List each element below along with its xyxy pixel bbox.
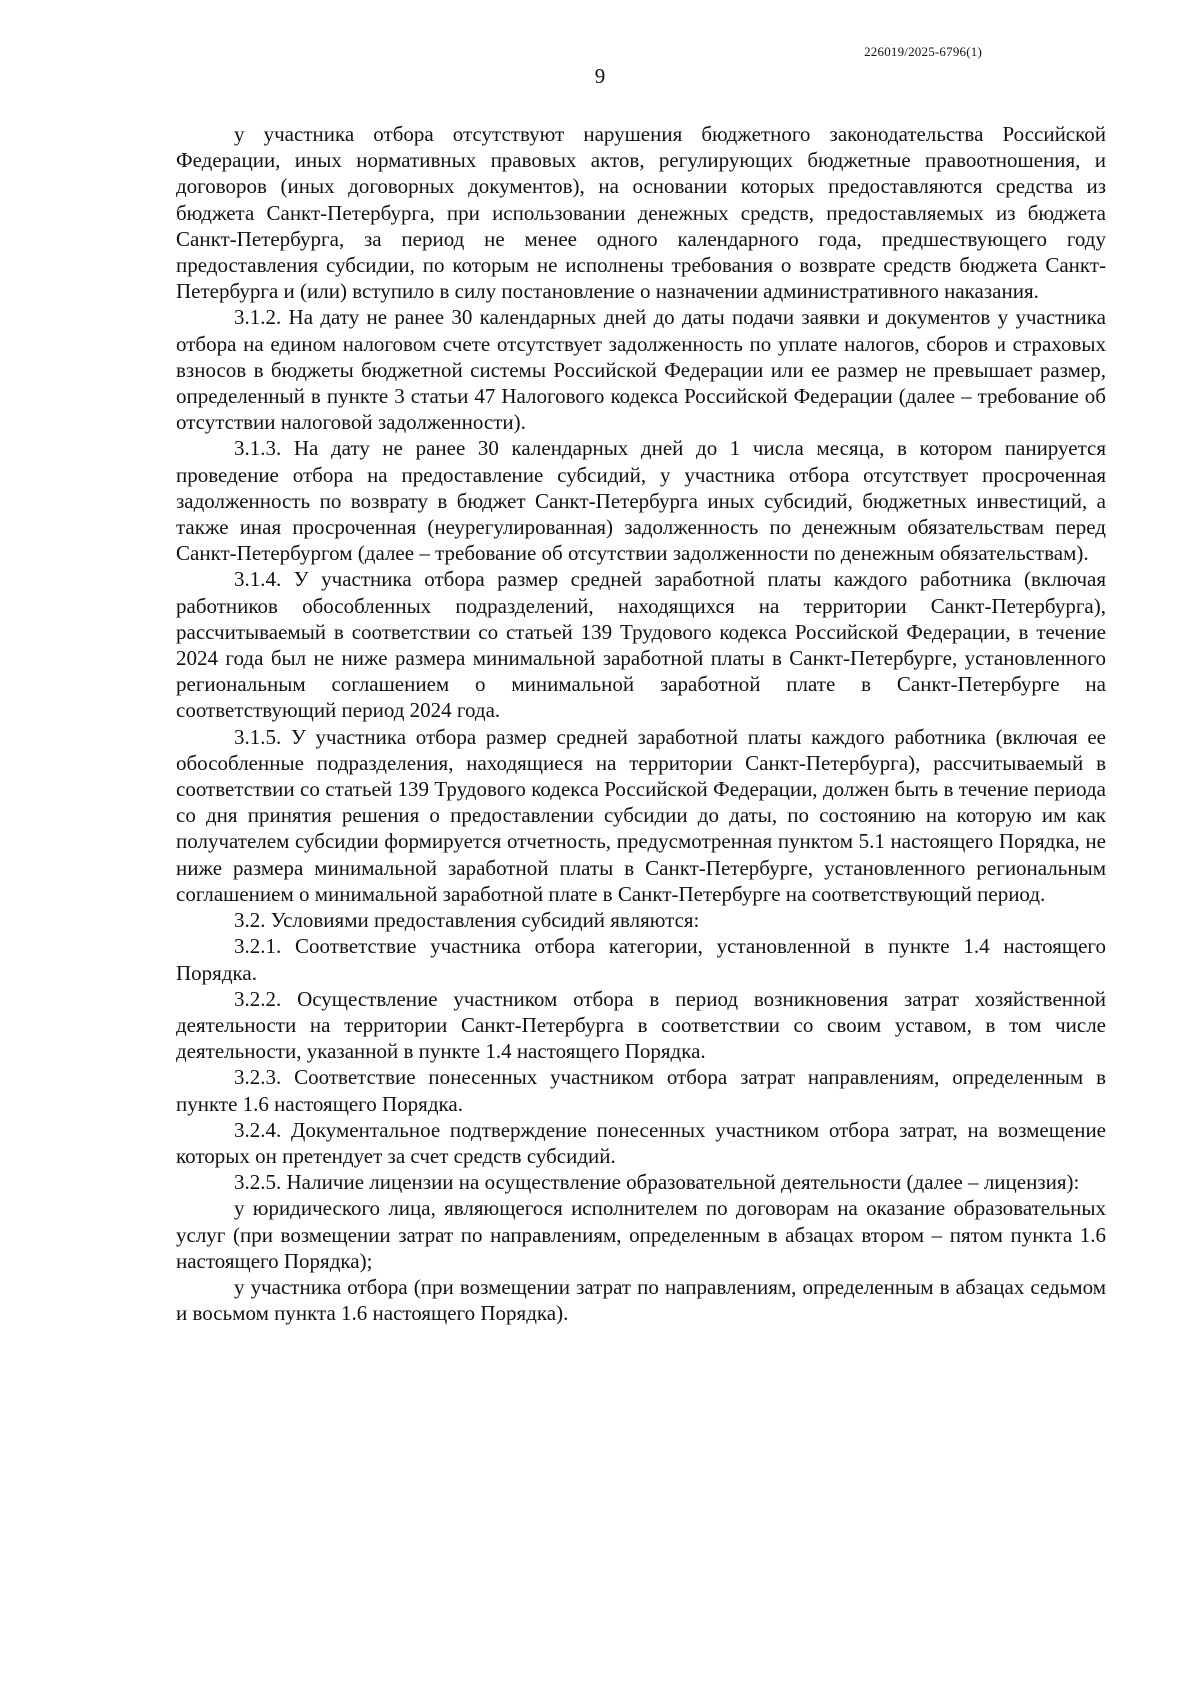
document-body (176, 121, 1106, 1326)
paragraph-3-2-2: 3.2.2. Осуществление участником отбора в период возникновения затрат хозяйственной деятельности на территории Санкт-Петербурга в соответствии со своим уставом, в том числе деятельности, указанной в пункте 1.4 настоящего Порядка. (176, 986, 1106, 1064)
paragraph-3-2: 3.2. Условиями предоставления субсидий являются: (234, 908, 700, 933)
paragraph-violations: у участника отбора отсутствуют нарушения бюджетного законодательства Российской Федерации, иных нормативных правовых актов, регулирующих бюджетные правоотношения, и договоров (иных договорных документов), на основании которых предоставляются средства из бюджета Санкт-Петербурга, при использовании денежных средств, предоставляемых из бюджета Санкт-Петербурга, за период не менее одного календарного года, предшествующего году предоставления субсидии, по которым не исполнены требования о возврате средств бюджета Санкт-Петербурга и (или) вступило в силу постановление о назначении административного наказания. (176, 122, 1106, 304)
paragraph-3-1-3: 3.1.3. На дату не ранее 30 календарных дней до 1 числа месяца, в котором панируется проведение отбора на предоставление субсидий, у участника отбора отсутствует просроченная задолженность по возврату в бюджет Санкт-Петербурга иных субсидий, бюджетных инвестиций, а также иная просроченная (неурегулированная) задолженность по денежным обязательствам перед Санкт-Петербургом (далее – требование об отсутствии задолженности по денежным обязательствам). (176, 436, 1106, 566)
paragraph-3-1-5: 3.1.5. У участника отбора размер средней заработной платы каждого работника (включая ее обособленные подразделения, находящиеся на территории Санкт-Петербурга), рассчитываемый в соответствии со статьей 139 Трудового кодекса Российской Федерации, должен быть в течение периода со дня принятия решения о предоставлении субсидии до даты, по состоянию на которую им как получателем субсидии формируется отчетность, предусмотренная пунктом 5.1 настоящего Порядка, не ниже размера минимальной заработной платы в Санкт-Петербурге, установленного региональным соглашением о минимальной заработной плате в Санкт-Петербурге на соответствующий период. (176, 724, 1106, 906)
paragraph-3-2-3: 3.2.3. Соответствие понесенных участником отбора затрат направлениям, определенным в пункте 1.6 настоящего Порядка. (176, 1065, 1106, 1116)
paragraph-3-2-4: 3.2.4. Документальное подтверждение понесенных участником отбора затрат, на возмещение которых он претендует за счет средств субсидий. (176, 1117, 1106, 1168)
paragraph-participant: у участника отбора (при возмещении затрат по направлениям, определенным в абзацах седьмом и восьмом пункта 1.6 настоящего Порядка). (176, 1274, 1106, 1326)
paragraph-3-1-4: 3.1.4. У участника отбора размер средней заработной платы каждого работника (включая работников обособленных подразделений, находящихся на территории Санкт-Петербурга), рассчитываемый в соответствии со статьей 139 Трудового кодекса Российской Федерации, в течение 2024 года был не ниже размера минимальной заработной платы в Санкт-Петербурге, установленного региональным соглашением о минимальной заработной плате в Санкт-Петербурге на соответствующий период 2024 года. (176, 567, 1106, 723)
page-number: 9 (594, 64, 606, 88)
document-number: 226019/2025-6796(1) (864, 44, 982, 59)
paragraph-legal-entity: у юридического лица, являющегося исполнителем по договорам на оказание образовательных услуг (при возмещении затрат по направлениям, определенным в абзацах втором – пятом пункта 1.6 настоящего Порядка); (176, 1196, 1106, 1273)
paragraph-3-2-1: 3.2.1. Соответствие участника отбора категории, установленной в пункте 1.4 настоящего Порядка. (176, 934, 1106, 985)
paragraph-3-2-5: 3.2.5. Наличие лицензии на осуществление образовательной деятельности (далее – лицензия): (234, 1170, 1080, 1195)
paragraph-3-1-2: 3.1.2. На дату не ранее 30 календарных дней до даты подачи заявки и документов у участника отбора на едином налоговом счете отсутствует задолженность по уплате налогов, сборов и страховых взносов в бюджеты бюджетной системы Российской Федерации или ее размер не превышает размер, определенный в пункте 3 статьи 47 Налогового кодекса Российской Федерации (далее – требование об отсутствии налоговой задолженности). (176, 305, 1106, 435)
